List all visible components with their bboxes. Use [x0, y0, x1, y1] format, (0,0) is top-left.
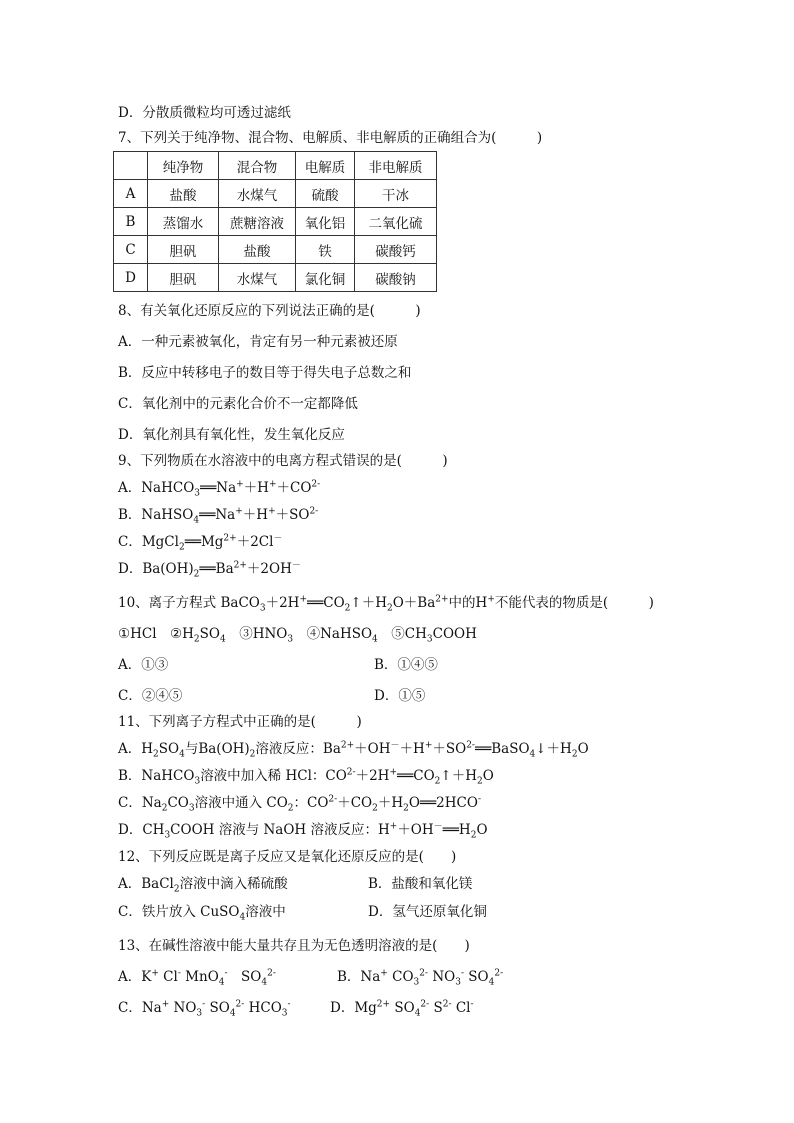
table-cell: B [114, 208, 148, 236]
q12-option-a: A．BaCl$_2$溶液中滴入稀硫酸 [118, 876, 288, 895]
q9-option-c: C．$MgCl_2══Mg^{2+}+2Cl^-$ [118, 533, 283, 553]
q10-option-d: D．①⑤ [374, 688, 426, 704]
table-cell: 胆矾 [148, 236, 219, 264]
q10-option-a: A．①③ [118, 657, 169, 673]
table-cell: 碳酸钠 [355, 264, 437, 292]
q7-stem: 7、下列关于纯净物、混合物、电解质、非电解质的正确组合为( ) [118, 130, 543, 146]
q8-stem: 8、有关氧化还原反应的下列说法正确的是( ) [118, 303, 421, 319]
q9-option-a: A．$NaHCO_3══Na^++H^++CO^{2-}$ [118, 479, 321, 499]
table-cell: 盐酸 [219, 236, 296, 264]
q12-option-c: C．铁片放入 CuSO$_4$溶液中 [118, 904, 286, 923]
table-cell: 蒸馏水 [148, 208, 219, 236]
q10-option-b: B．①④⑤ [374, 657, 438, 673]
q10-option-c: C．②④⑤ [118, 688, 183, 704]
q11-option-c: C．$Na_2CO_3$溶液中通入 $CO_2$：$CO^{2-}+CO_2+H_2O══2HCO^-$ [118, 794, 481, 814]
q9-stem: 9、下列物质在水溶液中的电离方程式错误的是( ) [118, 453, 448, 469]
q13-option-c: C．Na+ $NO_3^-$ $SO_4^{2-}$ $HCO_3^-$ [118, 999, 291, 1019]
table-cell: 蔗糖溶液 [219, 208, 296, 236]
q12-option-b: B．盐酸和氧化镁 [368, 876, 473, 892]
q8-option-a: A．一种元素被氧化，肯定有另一种元素被还原 [118, 334, 398, 350]
q11-option-b: B．NaHCO$_3$溶液中加入稀 HCl：$CO^{2-}+2H^+══CO_2↑+H_2O$ [118, 767, 494, 787]
table-cell: 水煤气 [219, 264, 296, 292]
q13-option-b: B．Na+ $CO_3^{2-}$ $NO_3^-$ $SO_4^{2-}$ [337, 968, 504, 988]
q13-option-a: A．K+ Cl- MnO$_4$- $SO_4^{2-}$ [118, 968, 276, 988]
table-cell: D [114, 264, 148, 292]
q9-option-d: D．$Ba(OH)_2══Ba^{2+}+2OH^-$ [118, 560, 301, 580]
q11-option-d: D．$CH_3COOH$ 溶液与 NaOH 溶液反应：$H^++OH^-══H_2O$ [118, 821, 488, 841]
q8-option-b: B．反应中转移电子的数目等于得失电子总数之和 [118, 365, 412, 381]
table-cell: 氧化铝 [296, 208, 355, 236]
q13-stem: 13、在碱性溶液中能大量共存且为无色透明溶液的是( ) [118, 938, 470, 954]
table-cell: A [114, 180, 148, 208]
table-header-cell: 纯净物 [148, 152, 219, 180]
q11-stem: 11、下列离子方程式中正确的是( ) [118, 714, 362, 730]
table-cell: 盐酸 [148, 180, 219, 208]
table-row [114, 236, 437, 264]
q13-option-d: D．$Mg^{2+}$ $SO_4^{2-}$ $S^{2-}$ Cl- [330, 999, 474, 1019]
q9-option-b: B．$NaHSO_4══Na^++H^++SO^{2-}$ [118, 506, 319, 526]
table-row [114, 208, 437, 236]
q8-option-d: D．氧化剂具有氧化性，发生氧化反应 [118, 427, 345, 443]
table-header-cell: 混合物 [219, 152, 296, 180]
table-cell [114, 152, 148, 180]
table-cell: 胆矾 [148, 264, 219, 292]
table-cell: 水煤气 [219, 180, 296, 208]
table-row [114, 180, 437, 208]
q8-option-c: C．氧化剂中的元素化合价不一定都降低 [118, 396, 358, 412]
table-cell: 氯化铜 [296, 264, 355, 292]
table-cell: C [114, 236, 148, 264]
q7-table [113, 151, 437, 292]
q11-option-a: A．$H_2SO_4$与$Ba(OH)_2$溶液反应：$Ba^{2+}+OH^-+H^++SO^{2-}══BaSO_4↓+H_2O$ [118, 740, 589, 760]
q12-stem: 12、下列反应既是离子反应又是氧化还原反应的是( ) [118, 849, 457, 865]
q10-items: ①HCl $②H_2SO_4$ $③HNO_3$ ④NaHSO$_4$ $⑤CH_3COOH$ [118, 626, 477, 645]
table-cell: 干冰 [355, 180, 437, 208]
table-cell: 铁 [296, 236, 355, 264]
q6-option-d: D．分散质微粒均可透过滤纸 [118, 105, 291, 121]
table-cell: 硫酸 [296, 180, 355, 208]
table-cell: 碳酸钙 [355, 236, 437, 264]
table-header-cell: 电解质 [296, 152, 355, 180]
q12-option-d: D．氢气还原氧化铜 [368, 904, 487, 920]
table-cell: 二氧化硫 [355, 208, 437, 236]
q10-stem: 10、离子方程式 $BaCO_3+2H^+══CO_2↑+H_2O+Ba^{2+}$中的H+不能代表的物质是( ) [118, 594, 654, 614]
table-row [114, 264, 437, 292]
table-header-row [114, 152, 437, 180]
table-header-cell: 非电解质 [355, 152, 437, 180]
